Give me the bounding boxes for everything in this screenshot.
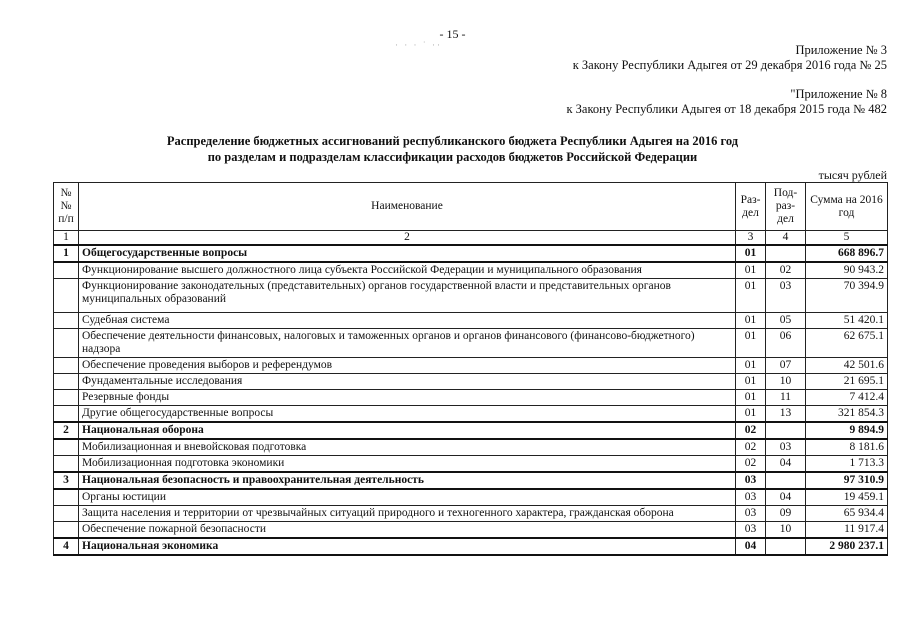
table-row xyxy=(54,489,888,506)
row-section: 01 xyxy=(736,245,766,262)
row-num xyxy=(54,279,79,313)
row-section: 01 xyxy=(736,313,766,329)
row-name: Общегосударственные вопросы xyxy=(79,245,736,262)
row-num xyxy=(54,489,79,506)
row-sum: 1 713.3 xyxy=(806,456,888,473)
table-row xyxy=(54,279,888,313)
row-name: Национальная безопасность и правоохранительная деятельность xyxy=(79,472,736,489)
scan-artifact: · · · ˙ ·· xyxy=(395,40,442,50)
row-sum: 7 412.4 xyxy=(806,390,888,406)
table-row xyxy=(54,506,888,522)
row-section: 01 xyxy=(736,329,766,358)
row-name: Судебная система xyxy=(79,313,736,329)
row-name: Мобилизационная и вневойсковая подготовка xyxy=(79,439,736,456)
appendix-3-line2: к Закону Республики Адыгея от 29 декабря 2016 года № 25 xyxy=(572,58,887,72)
row-section: 02 xyxy=(736,422,766,439)
header-name: Наименование xyxy=(79,183,736,231)
row-num xyxy=(54,358,79,374)
colnum-1: 1 xyxy=(54,231,79,246)
table-row xyxy=(54,329,888,358)
row-sum: 97 310.9 xyxy=(806,472,888,489)
table-row xyxy=(54,374,888,390)
table-body xyxy=(54,245,888,555)
row-sum: 62 675.1 xyxy=(806,329,888,358)
column-numbering-row xyxy=(54,231,888,246)
row-sum: 90 943.2 xyxy=(806,262,888,279)
table-row xyxy=(54,456,888,473)
row-subsection: 09 xyxy=(766,506,806,522)
row-num xyxy=(54,374,79,390)
row-sum: 668 896.7 xyxy=(806,245,888,262)
row-name: Обеспечение проведения выборов и референдумов xyxy=(79,358,736,374)
row-num xyxy=(54,262,79,279)
row-sum: 21 695.1 xyxy=(806,374,888,390)
header-section: Раз- дел xyxy=(736,183,766,231)
row-subsection xyxy=(766,422,806,439)
table-row xyxy=(54,358,888,374)
row-sum: 51 420.1 xyxy=(806,313,888,329)
row-num: 1 xyxy=(54,245,79,262)
table-header-row xyxy=(54,183,888,231)
row-subsection: 02 xyxy=(766,262,806,279)
table-row xyxy=(54,422,888,439)
table-row xyxy=(54,538,888,555)
row-section: 03 xyxy=(736,489,766,506)
row-subsection: 10 xyxy=(766,522,806,539)
row-name: Другие общегосударственные вопросы xyxy=(79,406,736,423)
row-section: 04 xyxy=(736,538,766,555)
row-section: 03 xyxy=(736,506,766,522)
row-subsection xyxy=(766,538,806,555)
row-section: 02 xyxy=(736,439,766,456)
title-line1: Распределение бюджетных ассигнований республиканского бюджета Республики Адыгея на 2016 год xyxy=(166,134,739,148)
colnum-3: 3 xyxy=(736,231,766,246)
table-row xyxy=(54,406,888,423)
row-section: 03 xyxy=(736,522,766,539)
header-sum: Сумма на 2016 год xyxy=(806,183,888,231)
row-num xyxy=(54,406,79,423)
row-subsection: 05 xyxy=(766,313,806,329)
row-num xyxy=(54,506,79,522)
row-subsection: 06 xyxy=(766,329,806,358)
row-name: Защита населения и территории от чрезвычайных ситуаций природного и техногенного характера, гражданская оборона xyxy=(79,506,736,522)
row-sum: 11 917.4 xyxy=(806,522,888,539)
row-num xyxy=(54,313,79,329)
header-num: №№ п/п xyxy=(54,183,79,231)
table-row xyxy=(54,522,888,539)
table-row xyxy=(54,245,888,262)
row-section: 01 xyxy=(736,262,766,279)
row-name: Функционирование законодательных (представительных) органов государственной власти и представительных органов муниципальных образований xyxy=(79,279,736,313)
row-name: Национальная оборона xyxy=(79,422,736,439)
row-subsection: 03 xyxy=(766,439,806,456)
row-subsection xyxy=(766,245,806,262)
row-subsection: 07 xyxy=(766,358,806,374)
table-row xyxy=(54,439,888,456)
table-row xyxy=(54,390,888,406)
row-name: Фундаментальные исследования xyxy=(79,374,736,390)
row-sum: 2 980 237.1 xyxy=(806,538,888,555)
document-title xyxy=(0,133,905,165)
row-name: Обеспечение деятельности финансовых, налоговых и таможенных органов и органов финансового (финансово-бюджетного) надзора xyxy=(79,329,736,358)
row-section: 03 xyxy=(736,472,766,489)
row-num: 3 xyxy=(54,472,79,489)
page-number: - 15 - xyxy=(439,27,466,41)
row-section: 01 xyxy=(736,390,766,406)
table-row xyxy=(54,262,888,279)
units-label: тысяч рублей xyxy=(818,168,887,182)
row-sum: 19 459.1 xyxy=(806,489,888,506)
header-subsection: Под- раз- дел xyxy=(766,183,806,231)
title-line2: по разделам и подразделам классификации расходов бюджетов Российской Федерации xyxy=(207,150,698,164)
row-subsection: 11 xyxy=(766,390,806,406)
row-sum: 8 181.6 xyxy=(806,439,888,456)
row-num: 2 xyxy=(54,422,79,439)
row-section: 01 xyxy=(736,406,766,423)
row-num xyxy=(54,390,79,406)
row-section: 02 xyxy=(736,456,766,473)
row-name: Обеспечение пожарной безопасности xyxy=(79,522,736,539)
row-subsection: 03 xyxy=(766,279,806,313)
budget-table xyxy=(53,182,888,556)
row-section: 01 xyxy=(736,374,766,390)
row-sum: 42 501.6 xyxy=(806,358,888,374)
row-num xyxy=(54,522,79,539)
appendix-8-line2: к Закону Республики Адыгея от 18 декабря 2015 года № 482 xyxy=(566,102,887,116)
appendix-8-header xyxy=(566,87,887,117)
row-subsection: 13 xyxy=(766,406,806,423)
row-subsection xyxy=(766,472,806,489)
row-num xyxy=(54,439,79,456)
appendix-3-header xyxy=(573,43,887,73)
row-subsection: 04 xyxy=(766,489,806,506)
colnum-5: 5 xyxy=(806,231,888,246)
row-name: Резервные фонды xyxy=(79,390,736,406)
row-name: Мобилизационная подготовка экономики xyxy=(79,456,736,473)
row-section: 01 xyxy=(736,358,766,374)
row-num xyxy=(54,456,79,473)
row-sum: 9 894.9 xyxy=(806,422,888,439)
row-name: Функционирование высшего должностного лица субъекта Российской Федерации и муниципального образования xyxy=(79,262,736,279)
row-subsection: 04 xyxy=(766,456,806,473)
appendix-8-line1: "Приложение № 8 xyxy=(790,87,887,101)
row-sum: 65 934.4 xyxy=(806,506,888,522)
row-sum: 321 854.3 xyxy=(806,406,888,423)
row-section: 01 xyxy=(736,279,766,313)
row-name: Органы юстиции xyxy=(79,489,736,506)
row-subsection: 10 xyxy=(766,374,806,390)
row-num: 4 xyxy=(54,538,79,555)
row-num xyxy=(54,329,79,358)
table-row xyxy=(54,472,888,489)
row-sum: 70 394.9 xyxy=(806,279,888,313)
table-row xyxy=(54,313,888,329)
colnum-4: 4 xyxy=(766,231,806,246)
colnum-2: 2 xyxy=(79,231,736,246)
row-name: Национальная экономика xyxy=(79,538,736,555)
appendix-3-line1: Приложение № 3 xyxy=(795,43,887,57)
